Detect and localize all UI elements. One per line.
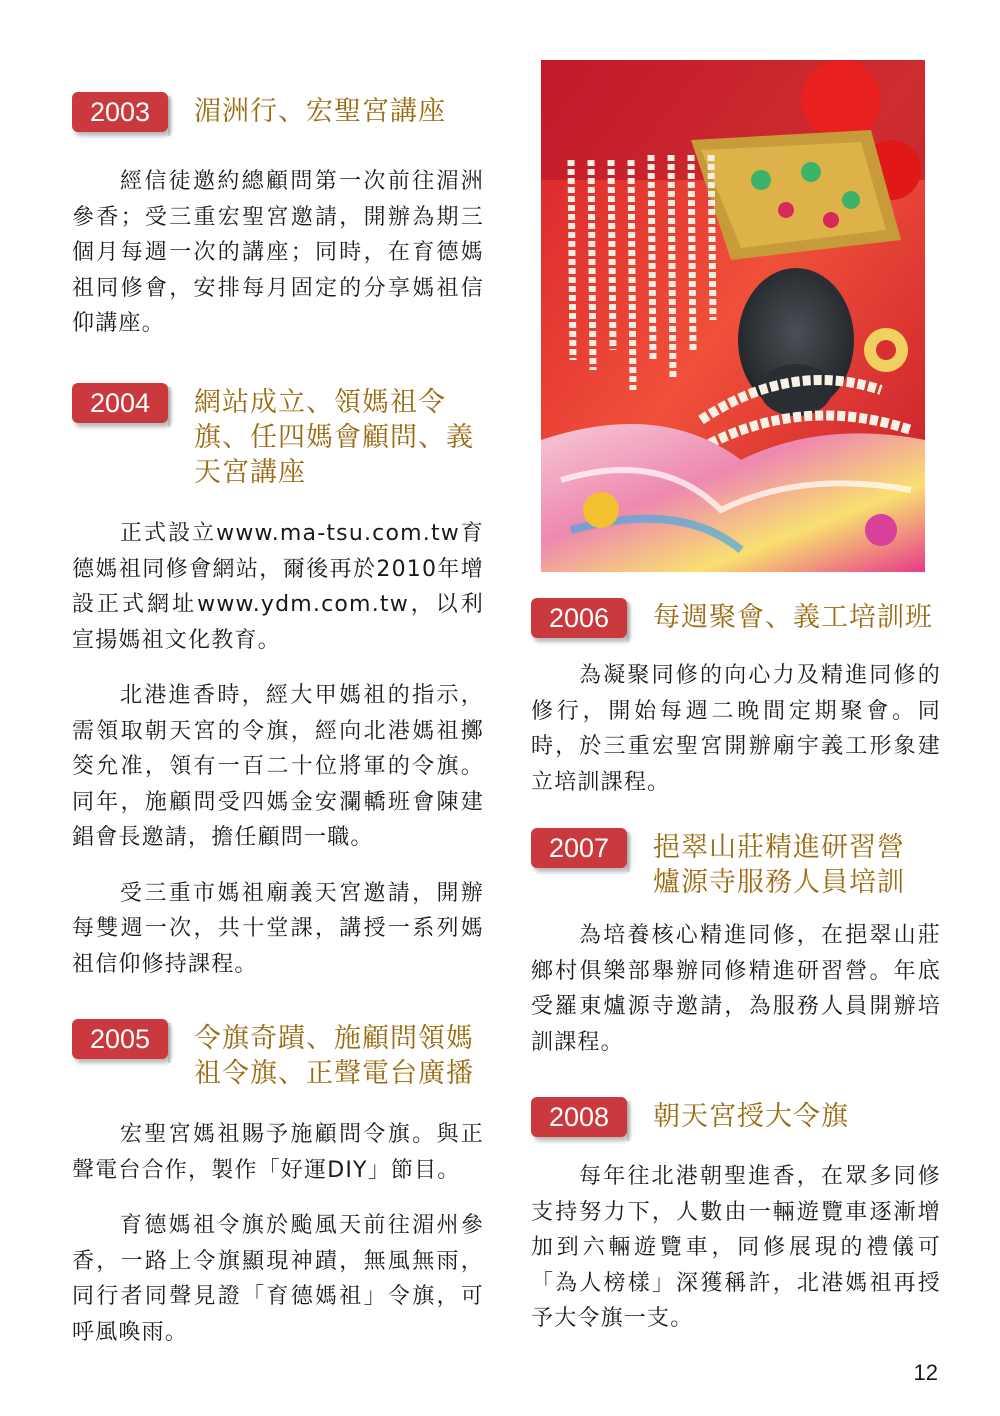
entry-2004 [72, 383, 484, 982]
paragraph: 北港進香時，經大甲媽祖的指示，需領取朝天宮的令旗，經向北港媽祖擲筊允准，領有一百二十位將軍的令旗。同年，施顧問受四媽金安瀾轎班會陳建錩會長邀請，擔任顧問一職。 [72, 683, 484, 850]
heading-2004 [72, 383, 484, 490]
entry-2008 [531, 1097, 941, 1337]
year-badge: 2008 [531, 1097, 627, 1137]
paragraph: 受三重市媽祖廟義天宮邀請，開辦每雙週一次，共十堂課，講授一系列媽祖信仰修持課程。 [72, 880, 484, 977]
paragraph: 為培養核心精進同修，在挹翠山莊鄉村俱樂部舉辦同修精進研習營。年底受羅東爐源寺邀請，為服務人員開辦培訓課程。 [531, 923, 941, 1055]
section-title: 挹翠山莊精進研習營爐源寺服務人員培訓 [653, 832, 905, 898]
mazu-statue-photo [541, 60, 925, 572]
section-title: 每週聚會、義工培訓班 [653, 602, 933, 633]
year-badge: 2007 [531, 828, 627, 868]
year-badge: 2006 [531, 598, 627, 638]
heading-2003 [72, 92, 484, 132]
heading-2006 [531, 598, 941, 638]
entry-2007 [531, 828, 941, 1060]
section-title: 朝天宮授大令旗 [653, 1101, 849, 1132]
year-badge: 2005 [72, 1019, 168, 1059]
page-number: 12 [913, 1360, 938, 1385]
section-title: 令旗奇蹟、施顧問領媽祖令旗、正聲電台廣播 [194, 1023, 474, 1089]
paragraph: 正式設立www.ma-tsu.com.tw育德媽祖同修會網站，爾後再於2010年增設正式網址www.ydm.com.tw，以利宣揚媽祖文化教育。 [72, 521, 484, 653]
paragraph: 每年往北港朝聖進香，在眾多同修支持努力下，人數由一輛遊覽車逐漸增加到六輛遊覽車，同修展現的禮儀可「為人榜樣」深獲稱許，北港媽祖再授予大令旗一支。 [531, 1164, 941, 1331]
entry-2006 [531, 598, 941, 800]
year-badge: 2004 [72, 383, 168, 423]
heading-2007 [531, 828, 941, 900]
section-title: 網站成立、領媽祖令旗、任四媽會顧問、義天宮講座 [194, 387, 474, 488]
paragraph: 為凝聚同修的向心力及精進同修的修行，開始每週二晚間定期聚會。同時，於三重宏聖宮開辦廟宇義工形象建立培訓課程。 [531, 663, 941, 795]
paragraph: 育德媽祖令旗於颱風天前往湄州參香，一路上令旗顯現神蹟，無風無雨，同行者同聲見證「育德媽祖」令旗，可呼風喚雨。 [72, 1213, 484, 1345]
heading-2005 [72, 1019, 484, 1091]
paragraph: 宏聖宮媽祖賜予施顧問令旗。與正聲電台合作，製作「好運DIY」節目。 [72, 1122, 484, 1183]
year-badge: 2003 [72, 92, 168, 132]
heading-2008 [531, 1097, 941, 1137]
paragraph: 經信徒邀約總顧問第一次前往湄洲參香；受三重宏聖宮邀請，開辦為期三個月每週一次的講座；同時，在育德媽祖同修會，安排每月固定的分享媽祖信仰講座。 [72, 169, 484, 336]
entry-2005 [72, 1019, 484, 1350]
section-title: 湄洲行、宏聖宮講座 [194, 96, 446, 127]
mazu-statue-icon [541, 60, 925, 572]
entry-2003 [72, 92, 484, 342]
